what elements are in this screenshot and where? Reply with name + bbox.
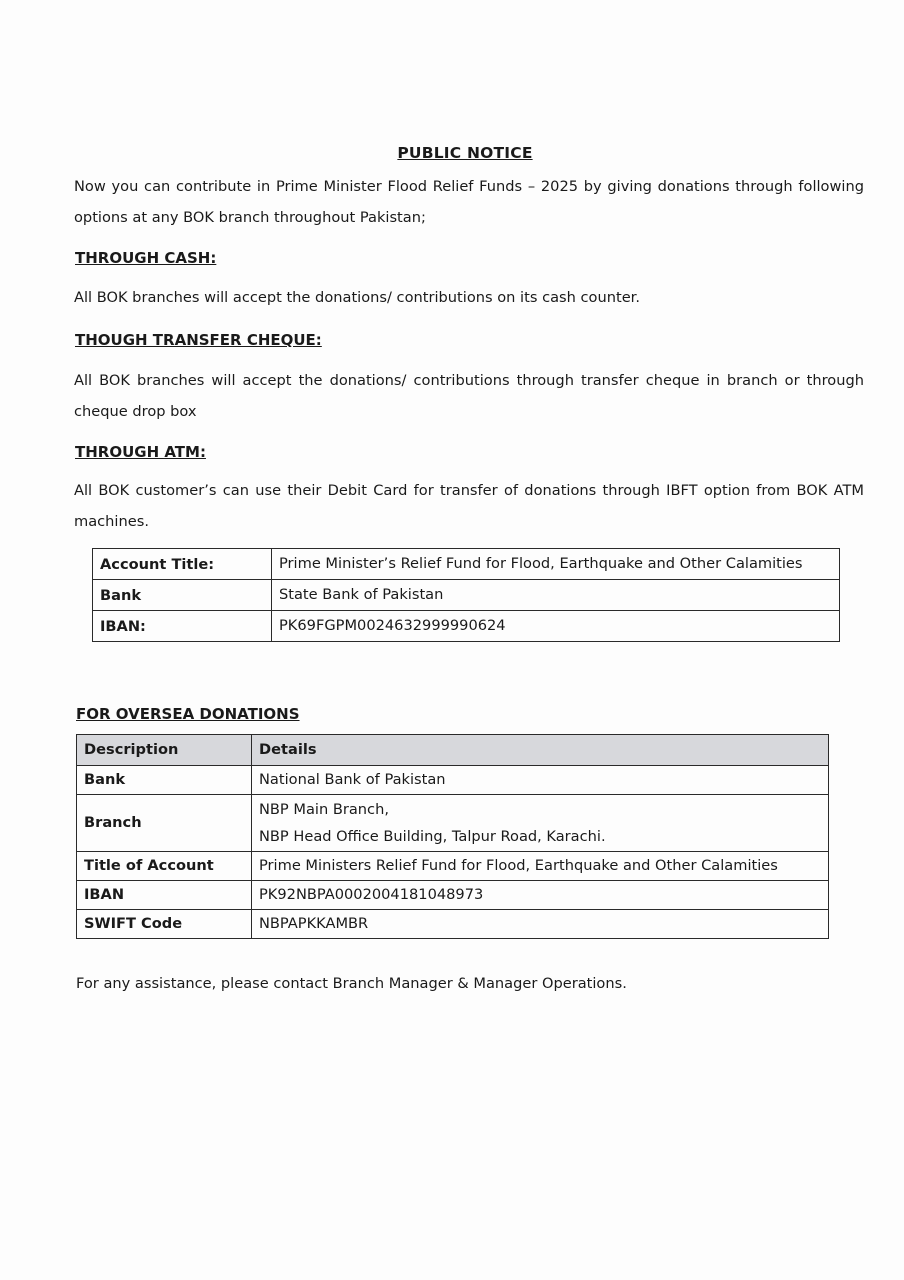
cheque-paragraph: All BOK branches will accept the donations/ contributions through transfer cheque in branch or through cheque drop box: [74, 372, 864, 420]
table-row: [77, 852, 829, 881]
table-row: [77, 795, 829, 852]
page-title: PUBLIC NOTICE: [397, 144, 533, 162]
overseas-bank-label: Bank: [77, 766, 252, 795]
cheque-heading: THOUGH TRANSFER CHEQUE:: [75, 331, 322, 349]
overseas-iban-label: IBAN: [77, 881, 252, 910]
assistance-footer: For any assistance, please contact Branch Manager & Manager Operations.: [76, 975, 627, 992]
table-row: [77, 766, 829, 795]
table-row: [77, 881, 829, 910]
overseas-branch-value: [252, 795, 829, 852]
bank-label: Bank: [93, 580, 272, 611]
description-header: Description: [77, 735, 252, 766]
overseas-branch-label: Branch: [77, 795, 252, 852]
cash-paragraph: All BOK branches will accept the donations/ contributions on its cash counter.: [74, 289, 640, 306]
atm-paragraph: All BOK customer’s can use their Debit Card for transfer of donations through IBFT option from BOK ATM machines.: [74, 482, 864, 530]
swift-code-label: SWIFT Code: [77, 910, 252, 939]
table-row: [93, 580, 840, 611]
branch-line-2: NBP Head Office Building, Talpur Road, Karachi.: [259, 828, 606, 845]
intro-paragraph: Now you can contribute in Prime Minister Flood Relief Funds – 2025 by giving donations through following options at any BOK branch throughout Pakistan;: [74, 178, 864, 226]
overseas-bank-value: National Bank of Pakistan: [252, 766, 829, 795]
account-title-label: Account Title:: [93, 549, 272, 580]
account-title-value: Prime Minister’s Relief Fund for Flood, Earthquake and Other Calamities: [272, 549, 840, 580]
details-header: Details: [252, 735, 829, 766]
table-row: [93, 611, 840, 642]
overseas-iban-value: PK92NBPA0002004181048973: [252, 881, 829, 910]
table-header-row: [77, 735, 829, 766]
account-title-label: Title of Account: [77, 852, 252, 881]
account-title-value: Prime Ministers Relief Fund for Flood, Earthquake and Other Calamities: [252, 852, 829, 881]
overseas-heading: FOR OVERSEA DONATIONS: [76, 705, 300, 723]
local-account-table: [92, 548, 840, 642]
iban-value: PK69FGPM0024632999990624: [272, 611, 840, 642]
table-row: [77, 910, 829, 939]
table-row: [93, 549, 840, 580]
swift-code-value: NBPAPKKAMBR: [252, 910, 829, 939]
branch-line-1: NBP Main Branch,: [259, 801, 389, 818]
iban-label: IBAN:: [93, 611, 272, 642]
cash-heading: THROUGH CASH:: [75, 249, 217, 267]
atm-heading: THROUGH ATM:: [75, 443, 206, 461]
overseas-table: [76, 734, 829, 939]
bank-value: State Bank of Pakistan: [272, 580, 840, 611]
